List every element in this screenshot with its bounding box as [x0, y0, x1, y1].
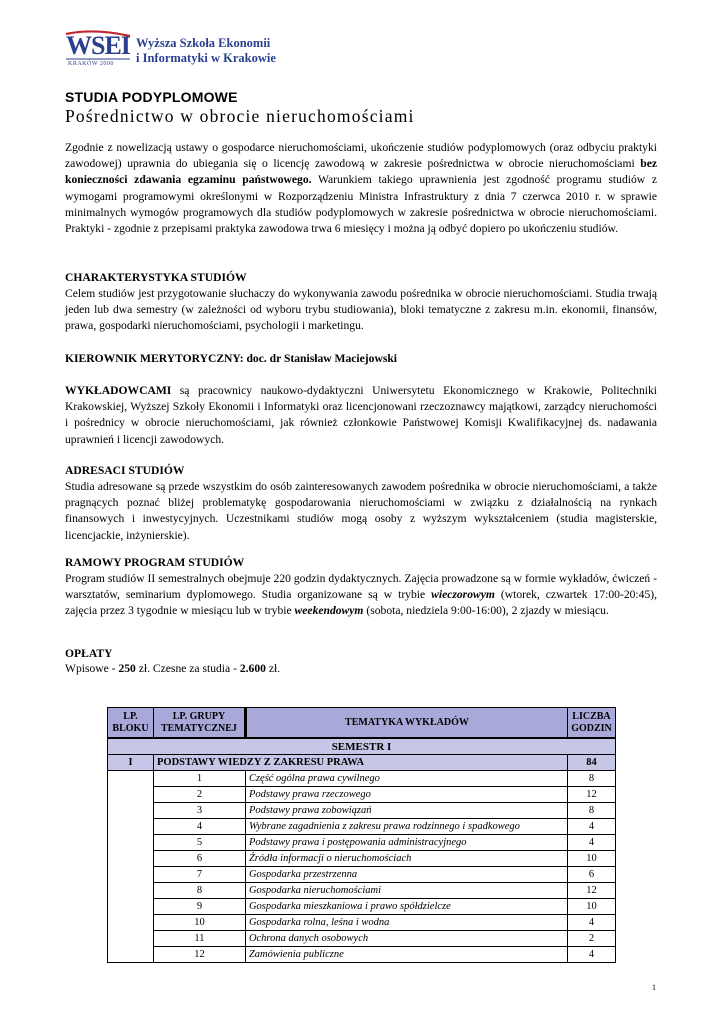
intro-text-2: Warunkiem takiego uprawnienia jest zgodność programu studiów z wymogami programowymi określonymi w Rozporządzeniu Ministra Infrastruktury z dnia 7 czerwca 2010 r. w sprawie minimalnych wymogów programowych dla studiów podyplomowych w zakresie pośrednictwa w obrocie nieruchomościami. Praktyki - zgodnie z przepisami praktyka zawodowa trwa 6 miesięcy i można ją odbyć dopiero po ukończeniu studiów.	[65, 173, 657, 236]
oplaty-text-1: Wpisowe -	[65, 662, 119, 675]
row-topic: Część ogólna prawa cywilnego	[245, 771, 567, 787]
row-topic: Gospodarka nieruchomościami	[245, 883, 567, 899]
program-text-1: Program studiów II semestralnych obejmuje 220 godzin dydaktycznych. Zajęcia prowadzone są w formie wykładów, ćwiczeń - warsztatów, seminarium dyplomowego. Studia organizowane są w trybie	[65, 572, 657, 602]
logo-city: KRAKÓW 2000	[68, 61, 114, 67]
table-row	[108, 867, 616, 883]
row-hours: 4	[567, 947, 615, 963]
page-number: 1	[652, 983, 656, 992]
program-mode-weekend: weekendowym	[294, 604, 364, 618]
row-number: 8	[153, 883, 245, 899]
row-topic: Gospodarka przestrzenna	[245, 867, 567, 883]
row-hours: 4	[567, 819, 615, 835]
logo-name-line1: Wyższa Szkoła Ekonomii	[136, 36, 271, 50]
program-heading: RAMOWY PROGRAM STUDIÓW	[65, 556, 245, 569]
kierownik-heading: KIEROWNIK MERYTORYCZNY: doc. dr Stanisław Maciejowski	[65, 352, 397, 365]
table-row	[108, 835, 616, 851]
row-number: 10	[153, 915, 245, 931]
row-block-cell	[108, 819, 154, 835]
wsei-logo	[64, 30, 294, 72]
row-topic: Gospodarka mieszkaniowa i prawo spółdzielcze	[245, 899, 567, 915]
row-topic: Zamówienia publiczne	[245, 947, 567, 963]
row-block-cell	[108, 771, 154, 787]
block-row	[108, 755, 616, 771]
wykladowcy-paragraph	[65, 383, 657, 448]
table-row	[108, 851, 616, 867]
row-number: 6	[153, 851, 245, 867]
col-header-tematyka: TEMATYKA WYKŁADÓW	[245, 708, 567, 739]
table-header-row	[108, 708, 616, 739]
oplaty-czesne: 2.600	[239, 662, 266, 675]
row-hours: 12	[567, 883, 615, 899]
row-block-cell	[108, 947, 154, 963]
row-topic: Podstawy prawa rzeczowego	[245, 787, 567, 803]
section-label: STUDIA PODYPLOMOWE	[65, 89, 238, 105]
row-hours: 8	[567, 803, 615, 819]
program-text-2: (wtorek, czwartek 17:00-20:45), zajęcia przez 3 tygodnie w miesiącu lub w trybie	[65, 588, 658, 618]
table-row	[108, 803, 616, 819]
semester-row	[108, 738, 616, 755]
semester-label: SEMESTR I	[108, 738, 616, 755]
row-topic: Podstawy prawa zobowiązań	[245, 803, 567, 819]
intro-paragraph	[65, 140, 657, 237]
row-number: 3	[153, 803, 245, 819]
oplaty-text-2: zł. Czesne za studia -	[135, 662, 240, 675]
row-topic: Podstawy prawa i postępowania administracyjnego	[245, 835, 567, 851]
row-topic: Ochrona danych osobowych	[245, 931, 567, 947]
program-text-3: (sobota, niedziela 9:00-16:00), 2 zjazdy w miesiącu.	[366, 604, 609, 618]
intro-text-1: Zgodnie z nowelizacją ustawy o gospodarce nieruchomościami, ukończenie studiów podyplomowych (oraz odbyciu praktyki zawodowej) uprawnia do ubiegania się o licencję zawodową w zakresie pośrednictwa w obrocie nieruchomościami	[65, 141, 657, 171]
row-topic: Wybrane zagadnienia z zakresu prawa rodzinnego i spadkowego	[245, 819, 567, 835]
row-block-cell	[108, 931, 154, 947]
row-hours: 4	[567, 915, 615, 931]
row-number: 11	[153, 931, 245, 947]
wykladowcy-text: są pracownicy naukowo-dydaktyczni Uniwersytetu Ekonomicznego w Krakowie, Politechniki Krakowskiej, Wyższej Szkoły Ekonomii i Informatyki oraz licencjonowani rzeczoznawcy majątkowi, zarządcy nieruchomości i pośrednicy w obrocie nieruchomościami, jak również członkowie Państwowej Komisji Kwalifikacyjnej ds. nadawania uprawnień i licencji zawodowych.	[65, 384, 657, 446]
adresaci-heading: ADRESACI STUDIÓW	[65, 464, 185, 477]
row-number: 9	[153, 899, 245, 915]
table-row	[108, 899, 616, 915]
row-hours: 6	[567, 867, 615, 883]
program-mode-evening: wieczorowym	[431, 588, 495, 602]
row-block-cell	[108, 787, 154, 803]
program-table	[107, 707, 616, 963]
row-number: 5	[153, 835, 245, 851]
row-block-cell	[108, 883, 154, 899]
oplaty-text	[65, 661, 657, 677]
col-header-godziny: LICZBA GODZIN	[567, 708, 615, 739]
row-topic: Gospodarka rolna, leśna i wodna	[245, 915, 567, 931]
table-row	[108, 931, 616, 947]
row-hours: 8	[567, 771, 615, 787]
row-topic: Źródła informacji o nieruchomościach	[245, 851, 567, 867]
page-title: Pośrednictwo w obrocie nieruchomościami	[65, 106, 415, 126]
oplaty-heading: OPŁATY	[65, 647, 113, 660]
row-block-cell	[108, 851, 154, 867]
row-hours: 4	[567, 835, 615, 851]
block-number: I	[108, 755, 154, 771]
row-number: 1	[153, 771, 245, 787]
table-row	[108, 947, 616, 963]
charakterystyka-heading: CHARAKTERYSTYKA STUDIÓW	[65, 271, 247, 284]
col-header-blok: LP. BLOKU	[108, 708, 154, 739]
row-number: 4	[153, 819, 245, 835]
table-row	[108, 819, 616, 835]
row-block-cell	[108, 867, 154, 883]
block-title: PODSTAWY WIEDZY Z ZAKRESU PRAWA	[153, 755, 567, 771]
row-number: 2	[153, 787, 245, 803]
row-block-cell	[108, 835, 154, 851]
logo-wordmark: WSEI	[66, 31, 130, 60]
logo-school-name	[136, 36, 276, 66]
row-number: 7	[153, 867, 245, 883]
row-hours: 2	[567, 931, 615, 947]
table-row	[108, 771, 616, 787]
row-block-cell	[108, 803, 154, 819]
row-hours: 10	[567, 899, 615, 915]
logo-name-line2: i Informatyki w Krakowie	[136, 51, 276, 65]
intro-bold: bez konieczności zdawania egzaminu państwowego.	[65, 157, 657, 187]
row-hours: 10	[567, 851, 615, 867]
row-block-cell	[108, 899, 154, 915]
row-block-cell	[108, 915, 154, 931]
table-row	[108, 883, 616, 899]
adresaci-text: Studia adresowane są przede wszystkim do osób zainteresowanych zawodem pośrednika w obrocie nieruchomościami, a także pragnących poznać bliżej problematykę gospodarowania nieruchomościami w związku z działalnością na rynkach finansowych i inwestycyjnych. Uczestnikami studiów mogą osoby z wyższym wykształceniem (studia magisterskie, licencjackie, inżynierskie).	[65, 480, 657, 542]
col-header-grupy: LP. GRUPY TEMATYCZNEJ	[153, 708, 245, 739]
row-hours: 12	[567, 787, 615, 803]
oplaty-wpisowe: 250	[118, 662, 136, 675]
block-hours: 84	[567, 755, 615, 771]
charakterystyka-text: Celem studiów jest przygotowanie słuchaczy do wykonywania zawodu pośrednika w obrocie nieruchomościami. Studia trwają jeden lub dwa semestry (w zależności od wyboru trybu studiowania), bloki tematyczne z zakresu m.in. ekonomii, finansów, prawa, gospodarki nieruchomościami, psychologii i marketingu.	[65, 287, 657, 333]
row-number: 12	[153, 947, 245, 963]
table-row	[108, 787, 616, 803]
program-text	[65, 571, 657, 620]
table-row	[108, 915, 616, 931]
oplaty-text-3: zł.	[265, 662, 281, 675]
wykladowcy-bold: WYKŁADOWCAMI	[65, 384, 172, 397]
